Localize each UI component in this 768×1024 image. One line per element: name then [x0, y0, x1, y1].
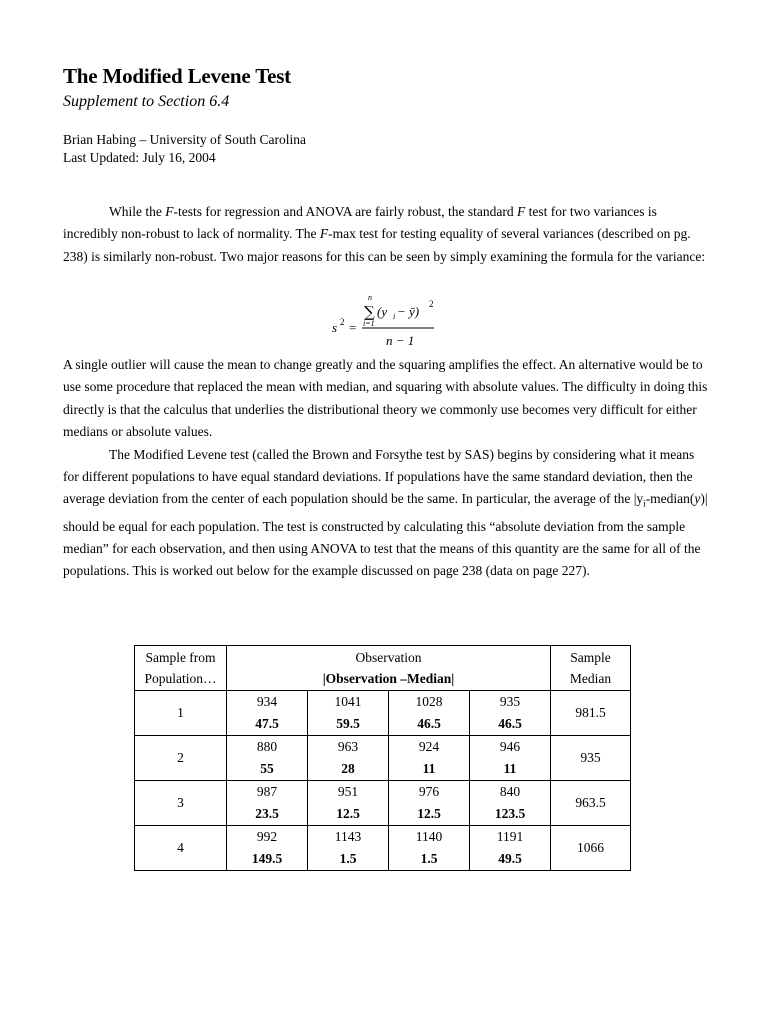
formula-sum-symbol: ∑ [364, 303, 375, 321]
obs-value: 987 [256, 784, 278, 799]
obs-cell [470, 781, 551, 826]
obs-cell [227, 781, 308, 826]
dev-value: 12.5 [336, 806, 360, 821]
table-row [135, 691, 631, 736]
header-median-cell [551, 646, 631, 691]
formula-sum-top: n [368, 293, 372, 302]
text-span: -median( [645, 491, 695, 507]
text-span: )| should be equal for each population. The test is constructed by calculating this “absolute deviation from the sample median” for each observation, and then using ANOVA to test that the means of this quantity are the same for all of the populations. This is worked out below for the example discussed on page 238 (data on page 227). [63, 491, 708, 579]
dev-value: 1.5 [420, 851, 438, 866]
text-span: -max test for testing equality of several variances (described on pg. 238) is similarly non-robust. Two major reasons for this can be seen by simply examining the formula for the variance: [63, 226, 706, 264]
text-span: test for two variances is incredibly non-robust to lack of normality. The [63, 204, 657, 242]
obs-value: 1140 [415, 829, 443, 844]
header-sample-cell [135, 646, 227, 691]
header-sample-line2: Population… [144, 671, 217, 686]
table-header-row [135, 646, 631, 691]
dev-value: 55 [260, 761, 274, 776]
sample-cell: 2 [135, 736, 227, 781]
sample-cell: 3 [135, 781, 227, 826]
table-row [135, 736, 631, 781]
dev-value: 12.5 [417, 806, 441, 821]
dev-value: 11 [503, 761, 517, 776]
obs-cell [308, 826, 389, 871]
obs-value: 880 [256, 739, 278, 754]
subscript-i: i [643, 499, 646, 510]
table-row [135, 826, 631, 871]
obs-cell [389, 736, 470, 781]
obs-value: 992 [256, 829, 278, 844]
header-observation-cell [227, 646, 551, 691]
header-obs-line2: |Observation –Median| [322, 671, 455, 686]
dev-value: 149.5 [251, 851, 283, 866]
obs-value: 1143 [334, 829, 362, 844]
obs-cell [227, 691, 308, 736]
sample-cell: 1 [135, 691, 227, 736]
dev-value: 59.5 [336, 716, 360, 731]
dev-value: 49.5 [498, 851, 522, 866]
author-line: Brian Habing – University of South Carolina [63, 132, 306, 147]
dev-value: 46.5 [417, 716, 441, 731]
header-median-line2: Median [569, 671, 612, 686]
obs-value: 976 [418, 784, 440, 799]
obs-value: 1028 [415, 694, 443, 709]
formula-equals: = [349, 320, 357, 335]
italic-f: F [165, 204, 174, 219]
dev-value: 11 [422, 761, 436, 776]
dev-value: 46.5 [498, 716, 522, 731]
obs-value: 946 [499, 739, 521, 754]
dev-value: 23.5 [255, 806, 279, 821]
obs-cell [308, 781, 389, 826]
median-cell: 963.5 [551, 781, 631, 826]
variance-formula [330, 292, 450, 350]
obs-value: 935 [499, 694, 521, 709]
formula-term: (y [377, 304, 388, 319]
dev-value: 47.5 [255, 716, 279, 731]
paragraph-modified-levene [63, 444, 713, 583]
obs-cell [470, 826, 551, 871]
document-title: The Modified Levene Test [63, 64, 291, 88]
header-sample-line1: Sample from [145, 650, 216, 665]
text-span: While the [109, 204, 166, 219]
formula-term-mid: − ȳ) [397, 304, 420, 319]
paragraph-outlier-text: A single outlier will cause the mean to change greatly and the squaring amplifies the effect. An alternative would be to use some procedure that replaced the mean with median, and squaring with absolute values. The difficulty in doing this directly is that the calculus that underlies the distributional theory we commonly use becomes very difficult for either medians or absolute values. [63, 357, 708, 440]
header-median-line1: Sample [570, 650, 611, 665]
paragraph-outlier [63, 354, 713, 583]
text-span: The Modified Levene test (called the Brown and Forsythe test by SAS) begins by considering what it means for different populations to have equal standard deviations. If populations have the same standard deviation, then the average deviation from the center of each population should be the same. In particular, the average of the |y [63, 446, 695, 507]
levene-data-table [134, 645, 631, 871]
paragraph-intro [63, 201, 713, 268]
obs-cell [389, 781, 470, 826]
formula-svg [330, 292, 450, 350]
obs-cell [470, 736, 551, 781]
obs-value: 934 [256, 694, 278, 709]
obs-cell [227, 826, 308, 871]
author-block [63, 131, 306, 167]
italic-f: F [517, 204, 526, 219]
obs-cell [308, 691, 389, 736]
obs-value: 951 [337, 784, 359, 799]
median-cell: 935 [551, 736, 631, 781]
dev-value: 123.5 [494, 806, 526, 821]
obs-value: 840 [499, 784, 521, 799]
obs-value: 1191 [496, 829, 524, 844]
sample-cell: 4 [135, 826, 227, 871]
median-cell: 1066 [551, 826, 631, 871]
formula-lhs-sup: 2 [340, 317, 345, 327]
formula-sum-bottom: i=1 [363, 319, 375, 328]
obs-cell [308, 736, 389, 781]
obs-cell [227, 736, 308, 781]
header-obs-line1: Observation [355, 650, 422, 665]
document-subtitle: Supplement to Section 6.4 [63, 93, 230, 110]
formula-denominator: n − 1 [386, 333, 415, 348]
dev-value: 1.5 [339, 851, 357, 866]
updated-line: Last Updated: July 16, 2004 [63, 150, 216, 165]
obs-value: 924 [418, 739, 440, 754]
italic-f: F [319, 226, 329, 242]
obs-value: 963 [337, 739, 359, 754]
formula-term-sup: 2 [429, 299, 434, 309]
text-span: -tests for regression and ANOVA are fairly robust, the standard [173, 204, 518, 219]
table-row [135, 781, 631, 826]
italic-y: y [694, 491, 701, 507]
obs-cell [389, 691, 470, 736]
obs-cell [470, 691, 551, 736]
obs-value: 1041 [334, 694, 362, 709]
dev-value: 28 [341, 761, 355, 776]
formula-lhs: s [332, 320, 338, 335]
median-cell: 981.5 [551, 691, 631, 736]
formula-term-sub: i [393, 312, 396, 321]
obs-cell [389, 826, 470, 871]
